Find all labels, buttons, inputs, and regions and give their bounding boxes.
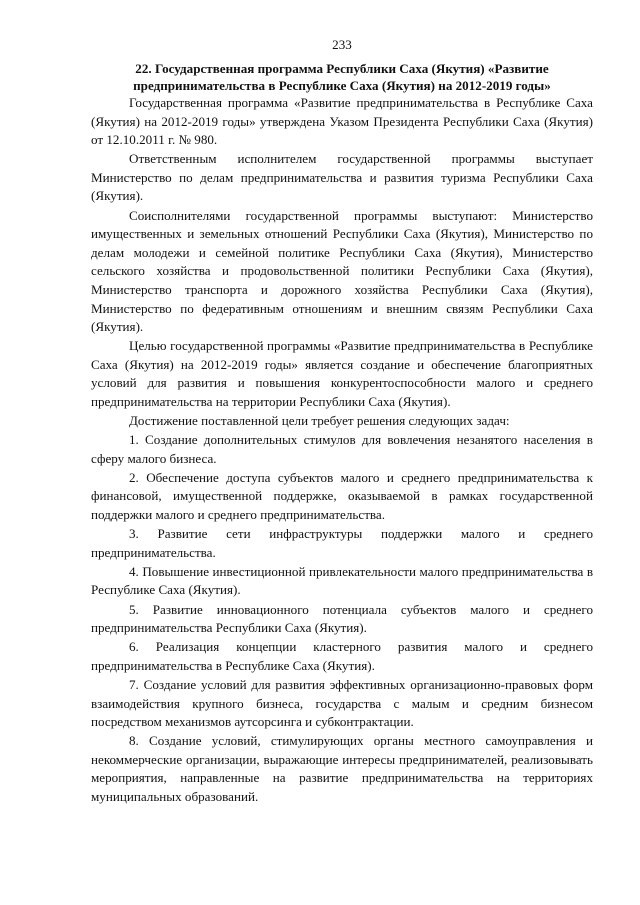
section-title bbox=[91, 60, 593, 94]
task-item-6: 6. Реализация концепции кластерного развития малого и среднего предпринимательства в Республике Саха (Якутия). bbox=[91, 639, 593, 673]
task-item-2: 2. Обеспечение доступа субъектов малого и среднего предпринимательства к финансовой, имущественной поддержке, оказываемой в рамках государственной поддержки малого и среднего предпринимательства. bbox=[91, 469, 593, 523]
section-title-line-1: 22. Государственная программа Республики Саха (Якутия) «Развитие bbox=[135, 61, 549, 76]
paragraph-program-goal: Целью государственной программы «Развитие предпринимательства в Республике Саха (Якутия) на 2012-2019 годы» является создание и обеспечение благоприятных условий для развития и повышения конкурентоспособности малого и среднего предпринимательства на территории Республики Саха (Якутия). bbox=[91, 338, 593, 409]
paragraph-program-approval: Государственная программа «Развитие предпринимательства в Республике Саха (Якутия) на 2012-2019 годы» утверждена Указом Президента Республики Саха (Якутия) от 12.10.2011 г. № 980. bbox=[91, 95, 593, 148]
task-item-7: 7. Создание условий для развития эффективных организационно-правовых форм взаимодействия крупного бизнеса, государства с малым и средним бизнесом посредством механизмов аутсорсинга и субконтрактации. bbox=[91, 676, 593, 730]
section-title-line-2: предпринимательства в Республике Саха (Якутия) на 2012-2019 годы» bbox=[133, 78, 551, 93]
paragraph-co-executors: Соисполнителями государственной программы выступают: Министерство имущественных и земельных отношений Республики Саха (Якутия), Министерство по делам молодежи и семейной политике Республики Саха (Якутия), Министерство сельского хозяйства и продовольственной политики Республики Саха (Якутия), Министерство транспорта и дорожного хозяйства Республики Саха (Якутия), Министерство по федеративным отношениям и внешним связям Республики Саха (Якутия). bbox=[91, 207, 593, 335]
paragraph-tasks-intro: Достижение поставленной цели требует решения следующих задач: bbox=[129, 413, 510, 429]
page-number: 233 bbox=[332, 37, 352, 52]
task-item-4: 4. Повышение инвестиционной привлекательности малого предпринимательства в Республике Саха (Якутия). bbox=[91, 563, 593, 598]
task-item-1: 1. Создание дополнительных стимулов для вовлечения незанятого населения в сферу малого бизнеса. bbox=[91, 432, 593, 466]
paragraph-responsible-executor: Ответственным исполнителем государственной программы выступает Министерство по делам предпринимательства и развития туризма Республики Саха (Якутия). bbox=[91, 151, 593, 204]
task-item-5: 5. Развитие инновационного потенциала субъектов малого и среднего предпринимательства Республики Саха (Якутия). bbox=[91, 601, 593, 636]
task-item-3: 3. Развитие сети инфраструктуры поддержки малого и среднего предпринимательства. bbox=[91, 526, 593, 560]
task-item-8: 8. Создание условий, стимулирующих органы местного самоуправления и некоммерческие организации, выражающие интересы предпринимателей, реализовывать мероприятия, направленные на развитие предпринимательства на территориях муниципальных образований. bbox=[91, 733, 593, 804]
